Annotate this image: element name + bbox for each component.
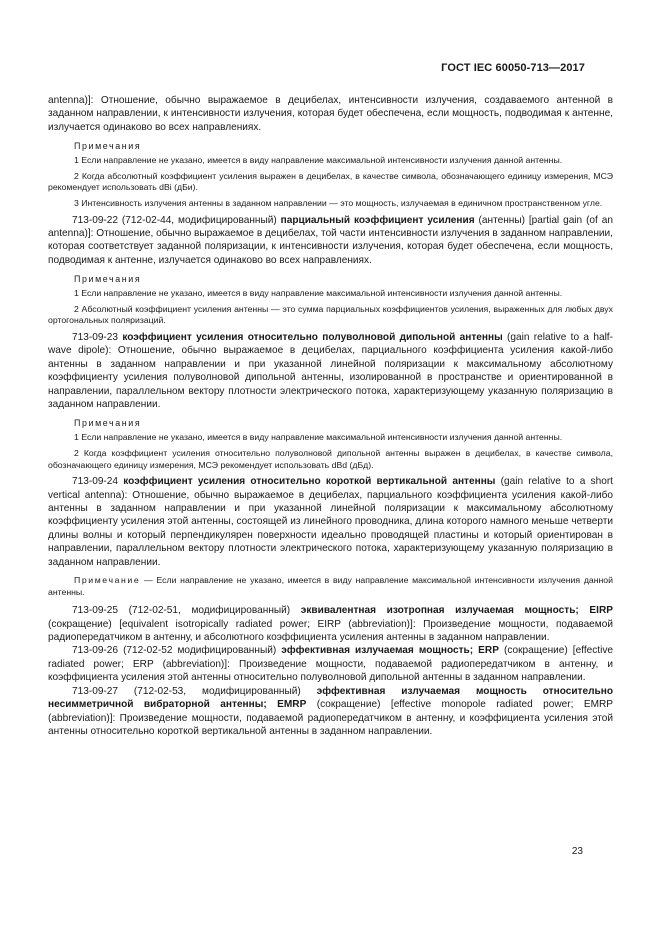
intro-paragraph: antenna)]: Отношение, обычно выражаемое в децибелах, интенсивности излучения, создаваемого антенной в заданном направлении, к интенсивности излучения, которая будет обеспечена, если мощность, подводимая к антенне, излучается одинаково во всех направлениях. [48,95,613,133]
term-entry-713-09-27: 713-09-27 (712-02-53, модифицированный) эффективная излучаемая мощность относительно несимметричной вибраторной антенны; EMRP (сокращение) [effective monopole radiated power; EMRP (abbreviation)]: Произведение мощности, подаваемой радиопередатчиком в антенну, и коэффициента усиления этой антенны относительно короткой вертикальной антенны в заданном направлении. [48,685,613,737]
term-name: коэффициент усиления относительно короткой вертикальной антенны [123,476,496,488]
notes-heading: Примечания [74,418,142,429]
term-entry-713-09-25: 713-09-25 (712-02-51, модифицированный) эквивалентная изотропная излучаемая мощность; EIRP (сокращение) [equivalent isotropically radiated power; EIRP (abbreviation)]: Произведение мощности, подаваемой радиопередатчиком в антенну, и абсолютного коэффициента усиления антенны в заданном направлении. [48,605,613,644]
notes-heading: Примечания [74,274,142,285]
term-name: парциальный коэффициент усиления [280,214,475,226]
document-header: ГОСТ IEC 60050-713—2017 [441,62,585,74]
term-entry-713-09-23: 713-09-23 коэффициент усиления относительно полуволновой дипольной антенны (gain relative to a half-wave dipole): Отношение, обычно выражаемое в децибелах, парциального коэффициента усиления какой-либо антенны в заданном направлении и при указанной линейной поляризации к максимальному абсолютному коэффициенту усиления полуволновой дипольной антенны, изолированной в пространстве и ориентированной в направлении, параллельном вектору плотности электрического потока, характеризующему указанную поляризацию в заданном направлении. [48,332,613,411]
single-note: Примечание — Если направление не указано, имеется в виду направление максимальной интенсивности излучения данной антенны. [48,575,613,597]
term-entry-713-09-22: 713-09-22 (712-02-44, модифицированный) парциальный коэффициент усиления (антенны) [partial gain (of an antenna)]: Отношение, обычно выражаемое в децибелах, той части интенсивности излучения в заданном направлении, которая соответствует заданной поляризации, к интенсивности излучения, которая будет обеспечена, если мощность, подводимая к антенне, излучается одинаково во всех направлениях. [48,214,613,266]
note-label: Примечание [74,575,141,586]
notes-heading: Примечания [74,141,142,152]
note-item: 2 Когда коэффициент усиления относительно полуволновой дипольной антенны выражен в децибелах, в качестве символа, обозначающего единицу измерения, МСЭ рекомендует использовать dBd (дБд). [48,448,613,470]
note-item: 1 Если направление не указано, имеется в виду направление максимальной интенсивности излучения данной антенны. [74,288,563,299]
term-name: коэффициент усиления относительно полуволновой дипольной антенны [122,332,503,343]
note-item: 2 Абсолютный коэффициент усиления антенны — это сумма парциальных коэффициентов усиления, выраженных для любых двух ортогональных поляризаций. [48,303,613,326]
term-name: эквивалентная изотропная излучаемая мощность; EIRP [300,605,613,617]
note-item: 3 Интенсивность излучения антенны в заданном направлении — это мощность, излучаемая в единичном пространственном угле. [74,198,603,208]
note-item: 2 Когда абсолютный коэффициент усиления выражен в децибелах, в качестве символа, обозначающего единицу измерения, МСЭ рекомендует использовать dBi (дБи). [48,170,613,193]
term-name: эффективная излучаемая мощность; ERP [281,645,499,657]
page-number: 23 [571,846,583,857]
note-item: 1 Если направление не указано, имеется в виду направление максимальной интенсивности излучения данной антенны. [74,155,563,166]
page-content [48,94,613,744]
term-entry-713-09-24: 713-09-24 коэффициент усиления относительно короткой вертикальной антенны (gain relative to a short vertical antenna): Отношение, обычно выражаемое в децибелах, парциального коэффициента усиления какой-либо антенны в заданном направлении и при указанной линейной поляризации к максимальному абсолютному коэффициенту усиления этой антенны, состоящей из линейного проводника, длина которого намного меньше четверти длины волны и который перпендикулярен поверхности идеально проводящей пластины и который ориентирован в направлении, параллельном вектору плотности электрического потока, характеризующему указанную поляризацию в заданном направлении. [48,476,613,568]
term-name: эффективная излучаемая мощность относительно несимметричной вибраторной антенны; EMRP [48,685,613,711]
note-item: 1 Если направление не указано, имеется в виду направление максимальной интенсивности излучения данной антенны. [74,432,563,443]
term-entry-713-09-26: 713-09-26 (712-02-52 модифицированный) эффективная излучаемая мощность; ERP (сокращение) [effective radiated power; ERP (abbreviation)]: Произведение мощности, подаваемой радиопередатчиком в антенну, и коэффициента усиления этой антенны относительно полуволновой дипольной антенны в заданном направлении. [48,645,614,684]
